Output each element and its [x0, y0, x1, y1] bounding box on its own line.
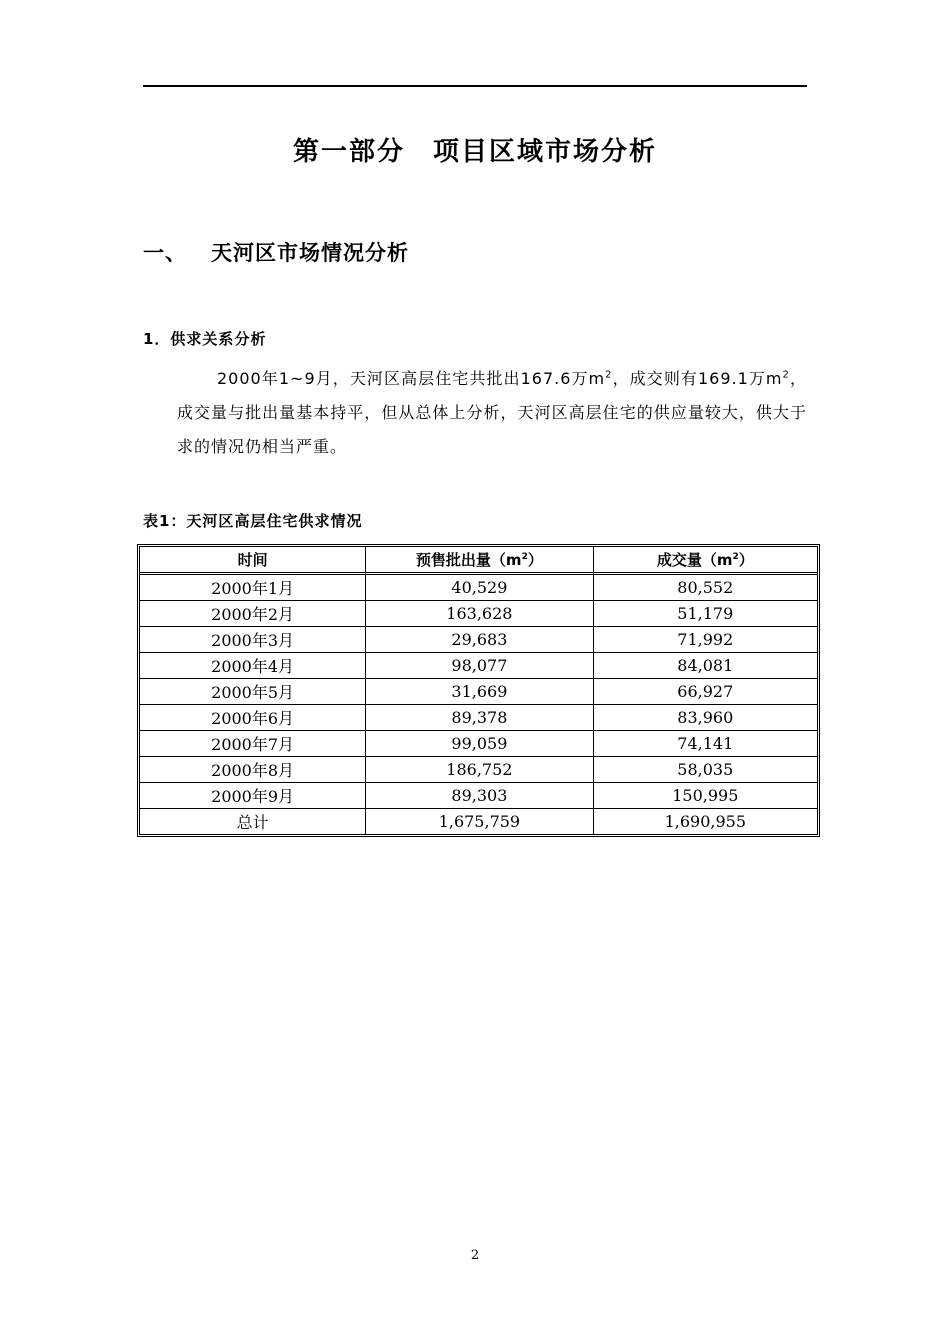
cell-time: 2000年4月 [140, 653, 366, 679]
cell-time: 2000年2月 [140, 601, 366, 627]
part-title: 第一部分 项目区域市场分析 [292, 137, 657, 167]
table-row [140, 627, 817, 653]
supply-demand-table [137, 544, 820, 837]
table-header-row [140, 547, 817, 575]
cell-deal: 71,992 [594, 627, 817, 653]
cell-time: 2000年7月 [140, 731, 366, 757]
cell-deal: 150,995 [594, 783, 817, 809]
page-number: 2 [470, 1248, 480, 1263]
cell-time: 2000年3月 [140, 627, 366, 653]
cell-total-label: 总计 [140, 809, 366, 834]
table-row [140, 783, 817, 809]
section-heading [143, 236, 409, 270]
cell-total-presale: 1,675,759 [366, 809, 593, 834]
cell-time: 2000年6月 [140, 705, 366, 731]
section-number: 一、 [143, 241, 187, 265]
body-paragraph [177, 362, 807, 464]
cell-time: 2000年1月 [140, 575, 366, 601]
cell-time: 2000年5月 [140, 679, 366, 705]
cell-deal: 51,179 [594, 601, 817, 627]
cell-presale: 99,059 [366, 731, 593, 757]
cell-deal: 74,141 [594, 731, 817, 757]
table-row [140, 731, 817, 757]
table-row [140, 757, 817, 783]
table-row [140, 705, 817, 731]
cell-deal: 66,927 [594, 679, 817, 705]
paragraph-segment: ，成交量与批出量基本持平，但从总体上分析，天河区高层住宅的供应量较大，供大于求的情况仍相当严重。 [177, 369, 807, 456]
cell-presale: 98,077 [366, 653, 593, 679]
table-caption: 表1：天河区高层住宅供求情况 [143, 512, 363, 530]
paragraph-segment: 2000年1~9月，天河区高层住宅共批出167.6万m [217, 369, 606, 388]
cell-time: 2000年8月 [140, 757, 366, 783]
header-deal: 成交量$(m^2)$ [594, 547, 817, 575]
cell-presale: 186,752 [366, 757, 593, 783]
cell-presale: 29,683 [366, 627, 593, 653]
table-total-row [140, 809, 817, 834]
cell-deal: 84,081 [594, 653, 817, 679]
header-time: 时间 [140, 547, 366, 575]
subsection-title: 1．供求关系分析 [143, 330, 267, 348]
table-row [140, 679, 817, 705]
cell-presale: 40,529 [366, 575, 593, 601]
header-presale: 预售批出量$(m^2)$ [366, 547, 593, 575]
table-row [140, 601, 817, 627]
paragraph-segment: ，成交则有169.1万m [612, 369, 783, 388]
table-row [140, 575, 817, 601]
cell-deal: 58,035 [594, 757, 817, 783]
table-row [140, 653, 817, 679]
cell-presale: 89,303 [366, 783, 593, 809]
section-title: 天河区市场情况分析 [211, 241, 409, 265]
cell-presale: 163,628 [366, 601, 593, 627]
cell-presale: 31,669 [366, 679, 593, 705]
superscript: 2 [782, 369, 790, 381]
header-rule [143, 85, 807, 87]
cell-deal: 80,552 [594, 575, 817, 601]
cell-time: 2000年9月 [140, 783, 366, 809]
cell-deal: 83,960 [594, 705, 817, 731]
cell-total-deal: 1,690,955 [664, 812, 746, 831]
cell-presale: 89,378 [366, 705, 593, 731]
superscript: 2 [605, 369, 613, 381]
